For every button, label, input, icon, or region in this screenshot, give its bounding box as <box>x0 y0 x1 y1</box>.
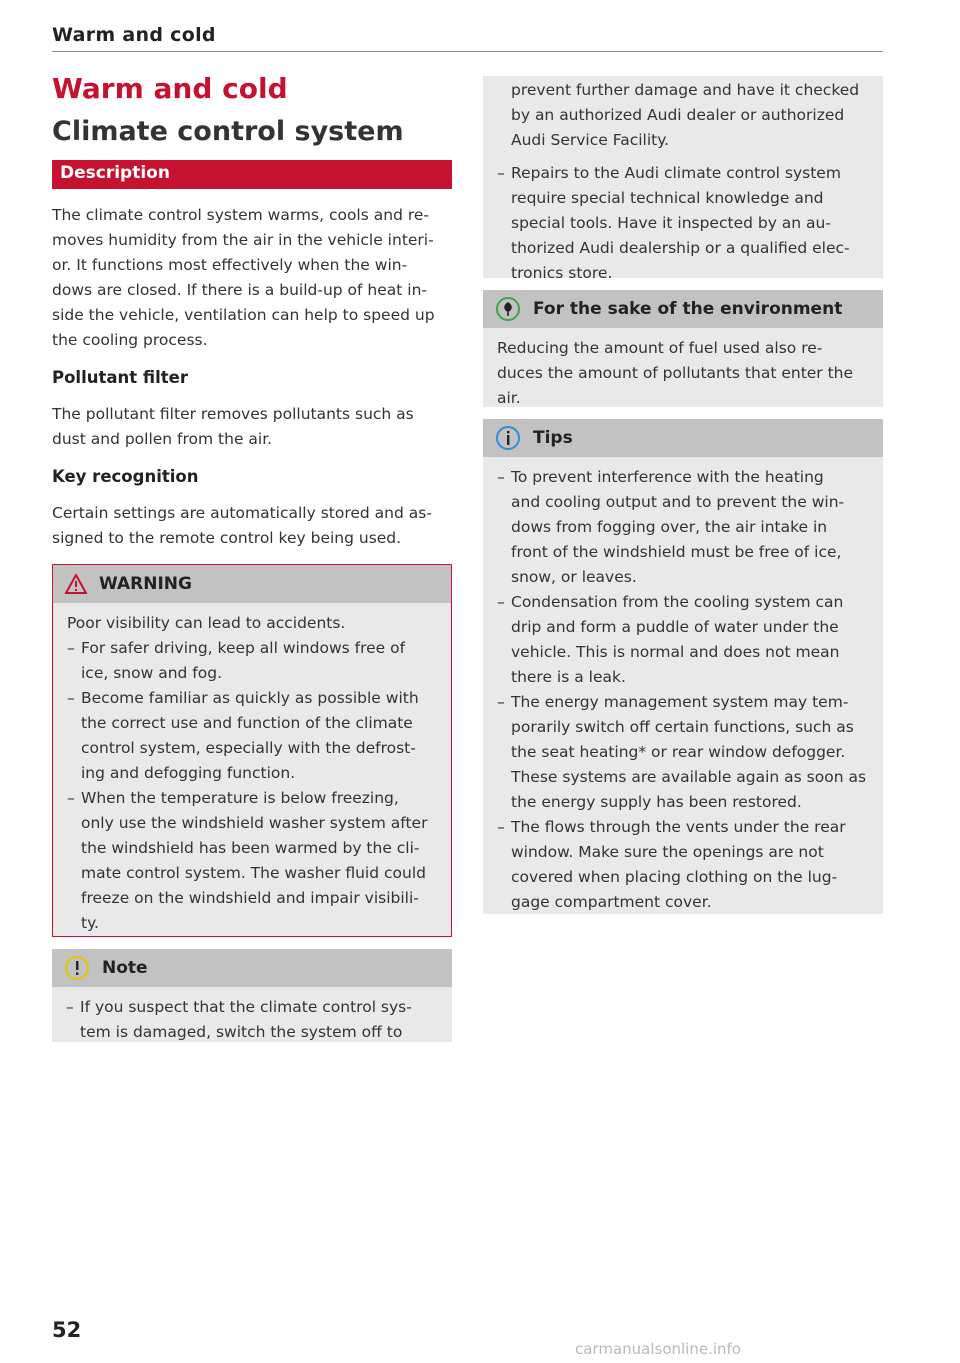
text-line: ty. <box>81 914 99 932</box>
text-line: drip and form a puddle of water under the <box>511 618 839 636</box>
text-line: air. <box>497 389 521 407</box>
text-line: signed to the remote control key being used. <box>52 529 402 547</box>
text-line: covered when placing clothing on the lug- <box>511 868 838 886</box>
running-header: Warm and cold <box>52 24 216 46</box>
text-line: The energy management system may tem- <box>511 693 849 711</box>
tips-header <box>483 419 883 457</box>
text-line: Become familiar as quickly as possible with <box>81 689 419 707</box>
text-line: The climate control system warms, cools and re- <box>52 206 429 224</box>
environment-box <box>483 290 883 407</box>
exclamation-circle-icon <box>64 955 90 981</box>
text-line: duces the amount of pollutants that enter the <box>497 364 854 382</box>
note-label: Note <box>102 958 148 978</box>
environment-label: For the sake of the environment <box>533 299 843 319</box>
text-line: ice, snow and fog. <box>81 664 222 682</box>
tree-leaf-icon <box>495 296 521 322</box>
text-line: front of the windshield must be free of ice, <box>511 543 842 561</box>
note-header <box>52 949 452 987</box>
text-line: special tools. Have it inspected by an au- <box>511 214 831 232</box>
text-line: the cooling process. <box>52 331 208 349</box>
text-line: To prevent interference with the heating <box>511 468 824 486</box>
text-line: require special technical knowledge and <box>511 189 824 207</box>
text-line: moves humidity from the air in the vehicle interi- <box>52 231 434 249</box>
key-recognition-heading: Key recognition <box>52 467 199 486</box>
list-item: – Become familiar as quickly as possible with the correct use and function of the climate control system, especially with the defrost- ing and defogging function. <box>67 686 439 786</box>
text-line: If you suspect that the climate control sys- <box>80 998 412 1016</box>
environment-body <box>483 328 883 419</box>
text-line: vehicle. This is normal and does not mean <box>511 643 840 661</box>
description-label: Description <box>60 163 170 183</box>
text-line: dows from fogging over, the air intake in <box>511 518 828 536</box>
list-item: – The energy management system may tem- porarily switch off certain functions, such as the seat heating* or rear window defogger. These systems are available again as soon as the energy supply has been restored. <box>497 690 871 815</box>
pollutant-filter-text <box>52 402 452 452</box>
text-line: The pollutant filter removes pollutants such as <box>52 405 414 423</box>
text-line: dows are closed. If there is a build-up of heat in- <box>52 281 427 299</box>
text-line: When the temperature is below freezing, <box>81 789 399 807</box>
text-line: the correct use and function of the climate <box>81 714 413 732</box>
watermark: carmanualsonline.info <box>575 1340 741 1358</box>
note-continued-body <box>483 76 883 161</box>
list-item: – When the temperature is below freezing, only use the windshield washer system after the windshield has been warmed by the cli- mate control system. The washer fluid could freeze on the windshield and impair visibili- ty. <box>67 786 439 936</box>
list-item: – If you suspect that the climate control sys- tem is damaged, switch the system off to <box>66 995 440 1045</box>
note-body <box>52 987 452 1053</box>
text-line: tronics store. <box>511 264 613 282</box>
environment-header <box>483 290 883 328</box>
text-line: These systems are available again as soon as <box>511 768 867 786</box>
text-line: prevent further damage and have it checked <box>511 81 860 99</box>
text-line: thorized Audi dealership or a qualified elec- <box>511 239 850 257</box>
key-recognition-text <box>52 501 452 551</box>
list-item: – To prevent interference with the heating and cooling output and to prevent the win- dows from fogging over, the air intake in front of the windshield must be free of ice, snow, or leaves. <box>497 465 871 590</box>
text-line: the seat heating* or rear window defogger. <box>511 743 846 761</box>
warning-box <box>52 564 452 937</box>
text-line: window. Make sure the openings are not <box>511 843 824 861</box>
page-number: 52 <box>52 1318 82 1342</box>
text-line: gage compartment cover. <box>511 893 712 911</box>
pollutant-filter-heading: Pollutant filter <box>52 368 188 387</box>
text-line: control system, especially with the defrost- <box>81 739 416 757</box>
text-line: mate control system. The washer fluid could <box>81 864 426 882</box>
list-item: – Repairs to the Audi climate control system require special technical knowledge and special tools. Have it inspected by an au- thorized Audi dealership or a qualified elec- tronics store. <box>497 161 871 286</box>
text-line: ing and defogging function. <box>81 764 296 782</box>
warning-triangle-icon <box>65 574 87 594</box>
text-line: Repairs to the Audi climate control system <box>511 164 841 182</box>
note-continued-box <box>483 76 883 282</box>
text-line: snow, or leaves. <box>511 568 637 586</box>
text-line: or. It functions most effectively when the win- <box>52 256 408 274</box>
note-box <box>52 949 452 1042</box>
note-continued-list <box>483 161 883 294</box>
text-line: and cooling output and to prevent the win- <box>511 493 845 511</box>
text-line: only use the windshield washer system after <box>81 814 428 832</box>
text-line: the energy supply has been restored. <box>511 793 802 811</box>
header-divider <box>52 51 883 52</box>
tips-label: Tips <box>533 428 573 448</box>
text-line: For safer driving, keep all windows free of <box>81 639 406 657</box>
warning-body <box>53 603 451 944</box>
text-line: Audi Service Facility. <box>511 131 670 149</box>
chapter-title: Warm and cold <box>52 72 288 105</box>
text-line: Condensation from the cooling system can <box>511 593 844 611</box>
text-line: Certain settings are automatically stored and as- <box>52 504 432 522</box>
text-line: The flows through the vents under the rear <box>511 818 846 836</box>
warning-header <box>53 565 451 603</box>
description-text <box>52 203 452 353</box>
warning-label: WARNING <box>99 574 192 594</box>
section-title: Climate control system <box>52 116 404 147</box>
text-line: the windshield has been warmed by the cli- <box>81 839 420 857</box>
list-item: – For safer driving, keep all windows free of ice, snow and fog. <box>67 636 439 686</box>
text-line: tem is damaged, switch the system off to <box>80 1023 403 1041</box>
text-line: Reducing the amount of fuel used also re- <box>497 339 823 357</box>
description-heading-bar <box>52 160 452 189</box>
list-item: – The flows through the vents under the rear window. Make sure the openings are not covered when placing clothing on the lug- gage compartment cover. <box>497 815 871 915</box>
text-line: there is a leak. <box>511 668 626 686</box>
text-line: freeze on the windshield and impair visibili- <box>81 889 419 907</box>
info-icon <box>495 425 521 451</box>
text-line: dust and pollen from the air. <box>52 430 273 448</box>
text-line: porarily switch off certain functions, such as <box>511 718 854 736</box>
tips-box <box>483 419 883 914</box>
tips-body <box>483 457 883 923</box>
text-line: side the vehicle, ventilation can help to speed up <box>52 306 435 324</box>
text-line: by an authorized Audi dealer or authorized <box>511 106 845 124</box>
warning-intro: Poor visibility can lead to accidents. <box>67 614 346 632</box>
list-item: – Condensation from the cooling system can drip and form a puddle of water under the vehicle. This is normal and does not mean there is a leak. <box>497 590 871 690</box>
